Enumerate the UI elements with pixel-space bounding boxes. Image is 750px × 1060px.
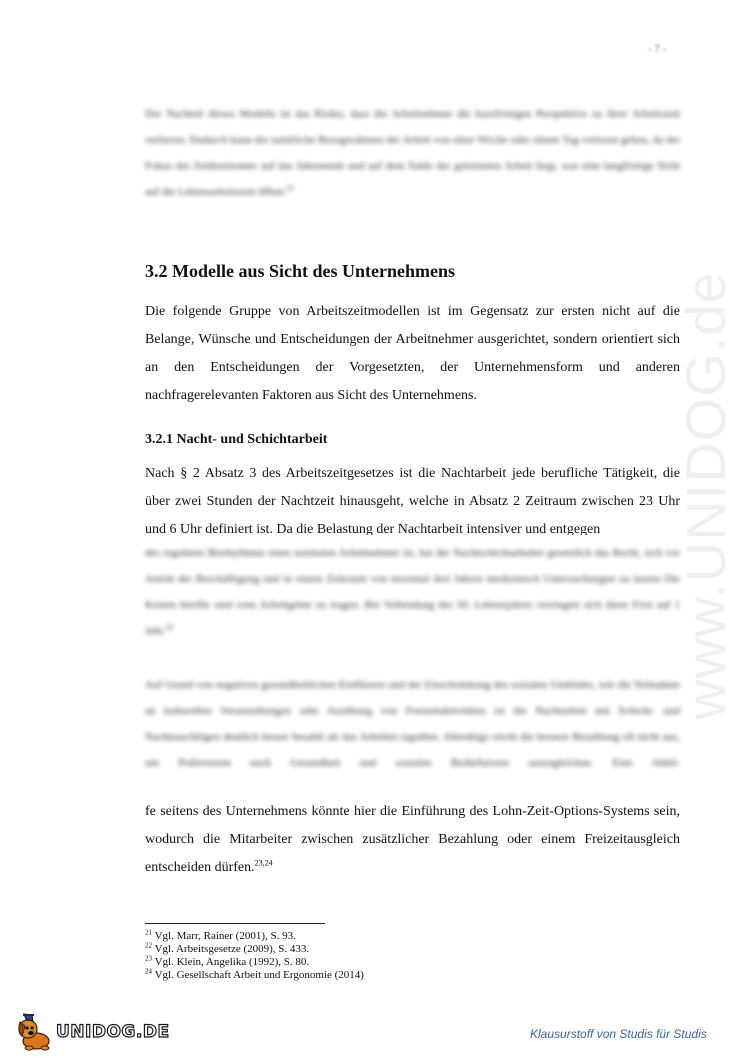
section-title: 3.2 Modelle aus Sicht des Unternehmens — [145, 261, 455, 281]
second-paragraph-text: fe seitens des Unternehmens könnte hier die Einführung des Lohn-Zeit-Options-Systems sein, wodurch die Mitarbeiter zwischen zusätzlicher Bezahlung oder einem Freizeitausgleich entscheiden dürfen. — [145, 804, 680, 875]
second-paragraph-visible — [145, 798, 680, 882]
second-footnote-ref: 23,24 — [254, 858, 273, 868]
watermark: www.UNIDOG.de — [674, 271, 737, 720]
footnote-number: 21 — [145, 928, 152, 937]
logo-text: UNIDOG.DE — [56, 1022, 170, 1042]
footnote-text: Vgl. Gesellschaft Arbeit und Ergonomie (2014) — [154, 969, 364, 981]
footnote-number: 23 — [145, 954, 152, 963]
footnotes — [145, 930, 364, 982]
dog-mascot-icon — [14, 1012, 54, 1052]
footnote-item — [145, 930, 364, 943]
footer-logo — [14, 1012, 170, 1052]
intro-paragraph — [145, 101, 680, 205]
subsection-paragraph-visible: Nach § 2 Absatz 3 des Arbeitszeitgesetzes ist die Nachtarbeit jede berufliche Tätigkeit, die über zwei Stunden der Nachtzeit hinausgeht, welche in Absatz 2 Zeitraum zwischen 23 Uhr und 6 Uhr definiert ist. Da die Belastung der Nachtarbeit intensiver und entgegen — [145, 466, 680, 535]
footnote-item — [145, 943, 364, 956]
footer-tagline: Klausurstoff von Studis für Studis — [530, 1027, 707, 1041]
footnote-item — [145, 956, 364, 969]
footnote-number: 22 — [145, 941, 152, 950]
second-paragraph-blurred: Auf Grund von negativen gesundheitlichen Einflüssen und der Einschränkung des sozialen Umfeldes, wie die Teilnahme an kulturellen Veranstaltungen oder Ausübung von Freizeitaktivitäten ist die Nachtarbeit mit Schicht- und Nachtzuschlägen deutlich besser bezahlt als das Arbeiten tagsüber. Allerdings reicht die bessere Bezahlung oft nicht aus, um Präferenzen nach Gesundheit und sozialen Bedürfnissen auszugleichen. Eine Abhil- — [145, 679, 680, 769]
subsection-footnote-ref: 22 — [165, 622, 174, 632]
footnote-number: 24 — [145, 967, 152, 976]
page-number: - 7 - — [648, 43, 667, 55]
intro-footnote-ref: 21 — [286, 183, 295, 193]
subsection-blurred-text: des regulären Biorhythmus eines normalen Arbeitnehmer ist, hat der Nachtschichtarbeiter gesetzlich das Recht, sich vor Antritt der Beschäftigung und in einem Zeitraum von maximal drei Jahren medizinisch Untersuchungen zu lassen Die Kosten hierfür sind vom Arbeitgeber zu tragen. Bei Vollendung des 50. Lebensjahres verringert sich diese Frist auf 1 Jahr. — [145, 547, 680, 637]
footnote-text: Vgl. Klein, Angelika (1992), S. 80. — [154, 956, 310, 968]
footnote-text: Vgl. Marr, Rainer (2001), S. 93. — [154, 930, 296, 942]
subsection-title: 3.2.1 Nacht- und Schichtarbeit — [145, 432, 328, 447]
footnote-rule — [145, 923, 325, 924]
intro-text: Der Nachteil dieses Modells ist das Risiko, dass die Arbeitnehmer die kurzfristigen Perspektive zu ihrer Arbeitszeit verlieren. Dadurch kann der natürliche Bezugsrahmen der Arbeit von einer Woche oder einem Tag verloren gehen, da der Fokus des Zeithorizontes auf das Jahresende und auf dem Saldo der geleisteten Arbeit liegt, was eine langfristige Sicht auf die Lebensarbeitszeit öffnet. — [145, 108, 680, 198]
section-paragraph: Die folgende Gruppe von Arbeitszeitmodellen ist im Gegensatz zur ersten nicht auf die Belange, Wünsche und Entscheidungen der Arbeitnehmer ausgerichtet, sondern orientiert sich an den Entscheidungen der Vorgesetzten, der Unternehmensform und anderen nachfragerelevanten Faktoren aus Sicht des Unternehmens. — [145, 304, 680, 403]
footnote-item — [145, 969, 364, 982]
subsection-paragraph-blurred — [145, 540, 680, 644]
footnote-text: Vgl. Arbeitsgesetze (2009), S. 433. — [154, 943, 310, 955]
